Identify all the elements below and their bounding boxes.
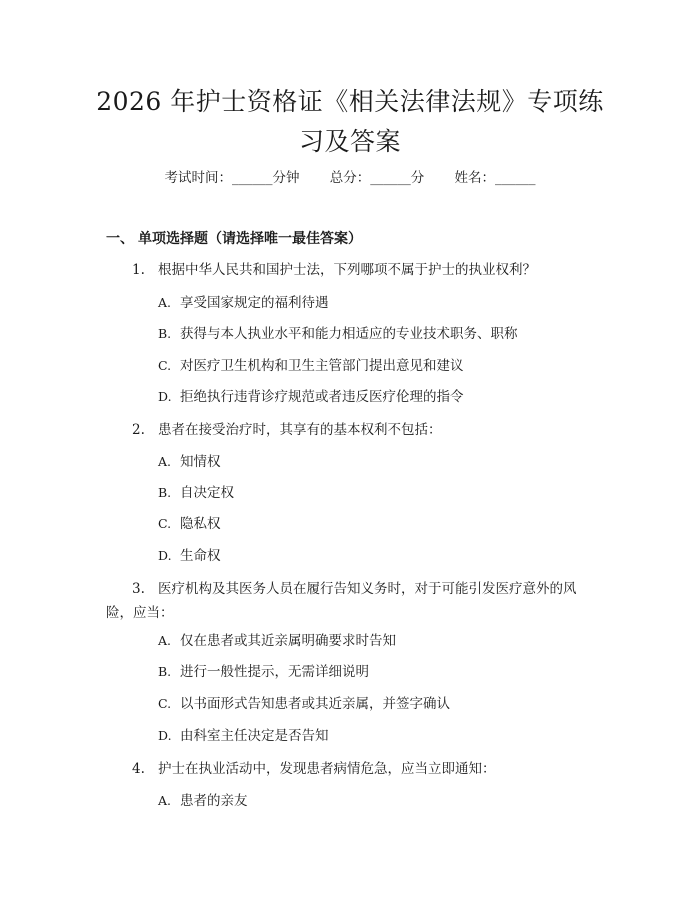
- question-number: 1.: [132, 262, 145, 278]
- question-2-option-b: [158, 483, 598, 503]
- title-line-1: 2026 年护士资格证《相关法律法规》专项练: [96, 87, 604, 116]
- option-text: 仅在患者或其近亲属明确要求时告知: [180, 633, 396, 649]
- option-letter: D.: [158, 389, 172, 404]
- question-3-option-c: [158, 694, 598, 714]
- option-letter: A.: [158, 633, 172, 648]
- question-2-option-c: [158, 514, 598, 534]
- document-title: [90, 82, 610, 162]
- option-letter: A.: [158, 454, 172, 469]
- exam-time-field: 考试时间：______分钟: [164, 170, 300, 186]
- section-title: 单项选择题（请选择唯一最佳答案）: [138, 231, 362, 247]
- exam-info-line: [0, 168, 700, 188]
- option-text: 获得与本人执业水平和能力相适应的专业技术职务、职称: [180, 326, 518, 342]
- option-letter: B.: [158, 326, 172, 341]
- question-1-option-d: [158, 387, 598, 407]
- option-text: 拒绝执行违背诊疗规范或者违反医疗伦理的指令: [180, 389, 464, 405]
- question-text: 医疗机构及其医务人员在履行告知义务时，对于可能引发医疗意外的风险，应当：: [106, 581, 577, 621]
- question-1-option-a: [158, 293, 598, 313]
- question-3: [106, 577, 596, 625]
- total-score-field: 总分：______分: [329, 170, 425, 186]
- question-1-option-c: [158, 356, 598, 376]
- question-number: 4.: [132, 761, 145, 777]
- option-letter: A.: [158, 295, 172, 310]
- section-heading: [106, 229, 362, 249]
- option-text: 以书面形式告知患者或其近亲属，并签字确认: [180, 696, 450, 712]
- question-1-option-b: [158, 324, 598, 344]
- option-text: 隐私权: [180, 516, 221, 532]
- title-line-2: 习及答案: [298, 127, 401, 156]
- option-letter: D.: [158, 548, 172, 563]
- question-text: 患者在接受治疗时，其享有的基本权利不包括：: [158, 422, 442, 438]
- option-text: 进行一般性提示，无需详细说明: [180, 664, 369, 680]
- option-letter: C.: [158, 516, 172, 531]
- option-letter: A.: [158, 793, 172, 808]
- option-text: 知情权: [180, 454, 221, 470]
- option-letter: B.: [158, 664, 172, 679]
- option-letter: C.: [158, 358, 172, 373]
- question-4-option-a: [158, 791, 598, 811]
- option-text: 由科室主任决定是否告知: [180, 728, 329, 744]
- option-text: 自决定权: [180, 485, 234, 501]
- option-letter: B.: [158, 485, 172, 500]
- option-letter: C.: [158, 696, 172, 711]
- option-text: 生命权: [180, 548, 221, 564]
- question-2-option-d: [158, 546, 598, 566]
- question-number: 3.: [132, 581, 145, 597]
- option-text: 患者的亲友: [180, 793, 248, 809]
- option-letter: D.: [158, 728, 172, 743]
- question-1: [132, 258, 602, 282]
- option-text: 对医疗卫生机构和卫生主管部门提出意见和建议: [180, 358, 464, 374]
- question-4: [132, 757, 602, 781]
- option-text: 享受国家规定的福利待遇: [180, 295, 329, 311]
- question-3-option-b: [158, 662, 598, 682]
- question-text: 护士在执业活动中，发现患者病情危急，应当立即通知：: [158, 761, 496, 777]
- question-3-option-d: [158, 726, 598, 746]
- section-number: 一、: [106, 231, 134, 247]
- question-3-option-a: [158, 631, 598, 651]
- question-text: 根据中华人民共和国护士法，下列哪项不属于护士的执业权利？: [158, 262, 536, 278]
- question-2-option-a: [158, 452, 598, 472]
- name-field: 姓名：______: [454, 170, 536, 186]
- question-2: [132, 418, 602, 442]
- question-number: 2.: [132, 422, 145, 438]
